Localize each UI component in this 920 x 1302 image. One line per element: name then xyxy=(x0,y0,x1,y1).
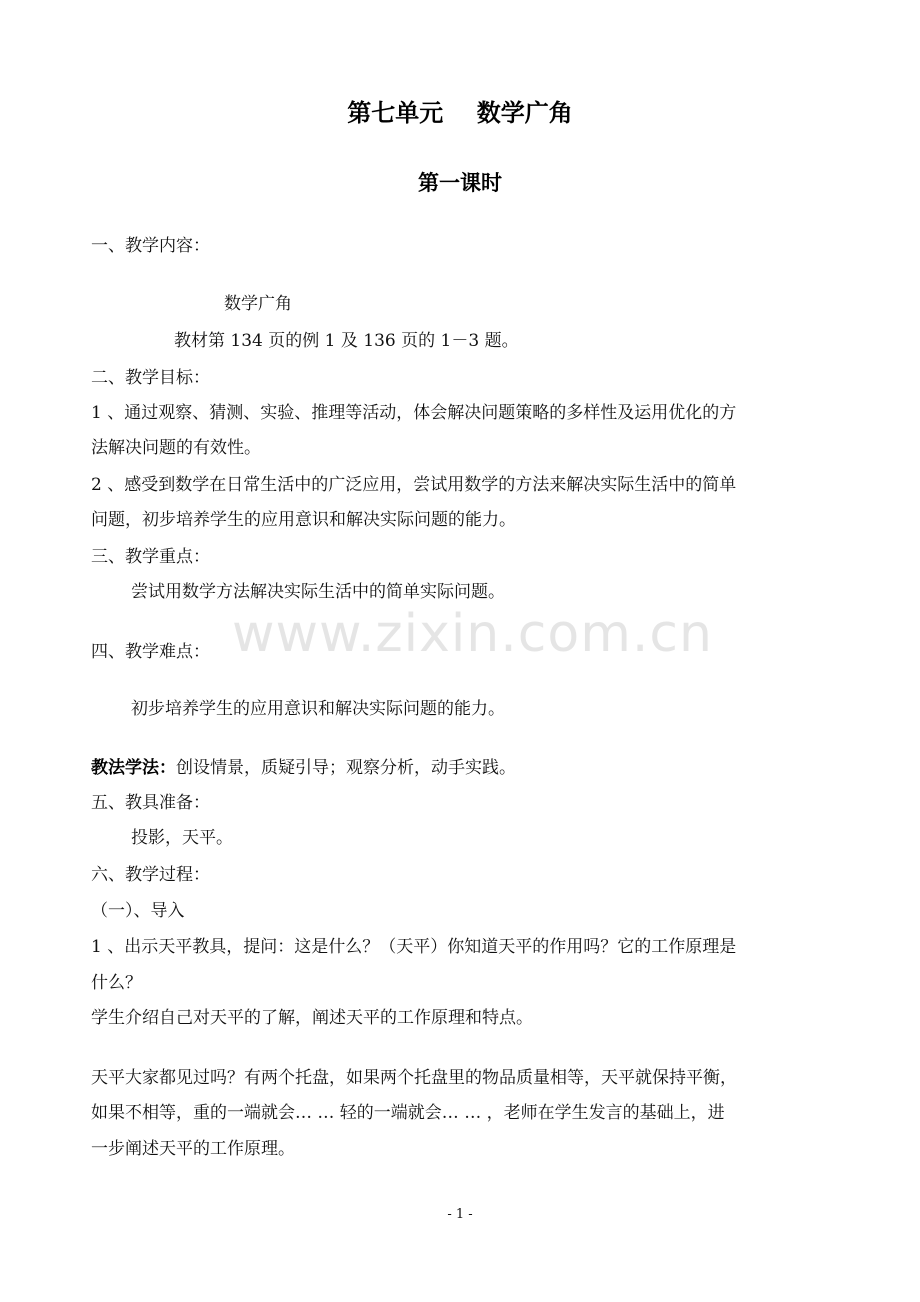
paragraph-line-1: 天平大家都见过吗？有两个托盘，如果两个托盘里的物品质量相等，天平就保持平衡， xyxy=(91,1068,737,1088)
teaching-method-line xyxy=(91,756,516,780)
goal-2-line-1: 2 、感受到数学在日常生活中的广泛应用，尝试用数学的方法来解决实际生活中的简单 xyxy=(91,475,737,495)
goal-1-line-2: 法解决问题的有效性。 xyxy=(91,438,261,458)
key-heading: 三、教学重点： xyxy=(91,547,210,567)
goal-2-line-2: 问题，初步培养学生的应用意识和解决实际问题的能力。 xyxy=(91,510,516,530)
goal-1-line-1: 1 、通过观察、猜测、实验、推理等活动，体会解决问题策略的多样性及运用优化的方 xyxy=(91,403,737,423)
teaching-method-label: 教法学法： xyxy=(91,758,176,778)
intro-1-line-1: 1 、出示天平教具，提问：这是什么？（天平）你知道天平的作用吗？它的工作原理是 xyxy=(91,937,737,957)
content-text: 教材第 134 页的例 1 及 136 页的 1－3 题。 xyxy=(174,331,519,351)
page-number: - 1 - xyxy=(447,1207,473,1222)
process-heading: 六、教学过程： xyxy=(91,865,210,885)
intro-2-text: 学生介绍自己对天平的了解，阐述天平的工作原理和特点。 xyxy=(91,1008,533,1028)
intro-1-line-2: 什么？ xyxy=(91,973,142,993)
difficulty-heading: 四、教学难点： xyxy=(91,642,210,662)
paragraph-line-2: 如果不相等，重的一端就会… … 轻的一端就会… … ，老师在学生发言的基础上，进 xyxy=(91,1103,725,1123)
content-topic: 数学广角 xyxy=(224,294,292,314)
key-text: 尝试用数学方法解决实际生活中的简单实际问题。 xyxy=(131,582,505,602)
intro-heading: （一）、导入 xyxy=(91,901,185,921)
tools-text: 投影，天平。 xyxy=(131,828,233,848)
content-heading: 一、教学内容： xyxy=(91,236,210,256)
tools-heading: 五、教具准备： xyxy=(91,793,210,813)
watermark-text: www.zixin.com.cn xyxy=(232,604,713,664)
paragraph-line-3: 一步阐述天平的工作原理。 xyxy=(91,1139,295,1159)
goals-heading: 二、教学目标： xyxy=(91,368,210,388)
teaching-method-text: 创设情景，质疑引导；观察分析，动手实践。 xyxy=(176,758,516,778)
lesson-subtitle: 第一课时 xyxy=(418,171,502,195)
difficulty-text: 初步培养学生的应用意识和解决实际问题的能力。 xyxy=(131,699,505,719)
document-title: 第七单元 数学广角 xyxy=(347,99,573,127)
